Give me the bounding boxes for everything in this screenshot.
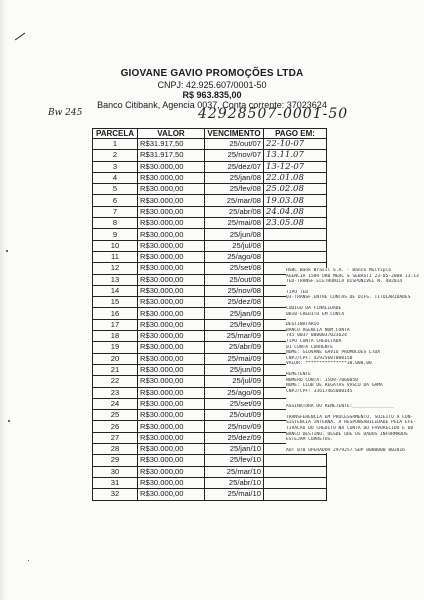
parcela-cell: 30	[93, 466, 138, 477]
valor-cell: R$30.000,00	[138, 206, 205, 217]
table-row	[93, 150, 327, 161]
valor-cell: R$30.000,00	[138, 274, 205, 285]
company-name: GIOVANE GAVIO PROMOÇÕES LTDA	[120, 68, 304, 79]
table-row	[93, 218, 327, 229]
parcela-cell: 16	[93, 308, 138, 319]
parcela-cell: 26	[93, 421, 138, 432]
vencimento-cell: 25/abr/10	[205, 477, 264, 488]
parcela-cell: 1	[93, 139, 138, 150]
vencimento-cell: 25/dez/09	[205, 432, 264, 443]
parcela-cell: 12	[93, 263, 138, 274]
valor-cell: R$30.000,00	[138, 353, 205, 364]
vencimento-cell: 25/dez/07	[205, 161, 264, 172]
vencimento-cell: 25/fev/09	[205, 319, 264, 330]
scan-speck	[28, 560, 29, 561]
pago-em-cell	[264, 466, 327, 477]
column-header-vencimento: VENCIMENTO	[205, 129, 264, 139]
valor-cell: R$30.000,00	[138, 342, 205, 353]
vencimento-cell: 25/out/09	[205, 410, 264, 421]
parcela-cell: 31	[93, 477, 138, 488]
parcela-cell: 13	[93, 274, 138, 285]
valor-cell: R$30.000,00	[138, 263, 205, 274]
table-row	[93, 477, 327, 488]
vencimento-cell: 25/mar/09	[205, 331, 264, 342]
bank-account-line: Banco Citibank, Agencia 0037, Conta corrente: 37023624	[97, 100, 327, 110]
receipt-line: CNPJ/CPF: 42925607000150	[286, 355, 353, 361]
receipt-line: DESTINATARIO	[286, 322, 320, 328]
parcela-cell: 24	[93, 398, 138, 409]
valor-cell: R$31.917,50	[138, 150, 205, 161]
table-row	[93, 251, 327, 262]
column-header-pago-em: PAGO EM:	[264, 129, 327, 139]
vencimento-cell: 25/nov/08	[205, 285, 264, 296]
parcela-cell: 2	[93, 150, 138, 161]
vencimento-cell: 25/nov/09	[205, 421, 264, 432]
valor-cell: R$30.000,00	[138, 421, 205, 432]
scan-speck	[6, 250, 8, 252]
valor-cell: R$30.000,00	[138, 410, 205, 421]
receipt-line: HSBC Bank Brasil S.A. - Banco Multiplo	[286, 268, 392, 273]
vencimento-cell: 25/mar/08	[205, 195, 264, 206]
valor-cell: R$30.000,00	[138, 240, 205, 251]
pago-em-cell	[264, 240, 327, 251]
pago-em-cell: 13.11.07	[264, 150, 327, 161]
receipt-line: TIVACAO DO CREDITO NA CONTA DO FAVORECIDO E DO	[286, 426, 414, 432]
receipt-line: TED-TRANSF.ELETRONICA DISPONIVEL N. 482014	[286, 279, 403, 285]
valor-cell: R$30.000,00	[138, 387, 205, 398]
vencimento-cell: 25/dez/08	[205, 297, 264, 308]
table-row	[93, 184, 327, 195]
parcela-cell: 20	[93, 353, 138, 364]
vencimento-cell: 25/ago/09	[205, 387, 264, 398]
parcela-cell: 18	[93, 331, 138, 342]
vencimento-cell: 25/mar/10	[205, 466, 264, 477]
pago-em-cell	[264, 477, 327, 488]
receipt-line: TIPO CONTA CREDITADA	[286, 338, 342, 344]
corner-mark	[15, 33, 25, 41]
receipt-line: REMETENTE	[286, 371, 311, 377]
column-header-parcela: PARCELA	[93, 129, 138, 139]
pago-em-cell: 19.03.08	[264, 195, 327, 206]
valor-cell: R$30.000,00	[138, 376, 205, 387]
handwritten-note: Bw 245	[48, 108, 83, 118]
pago-em-cell	[264, 455, 327, 466]
vencimento-cell: 25/jun/09	[205, 364, 264, 375]
parcela-cell: 7	[93, 206, 138, 217]
total-amount: R$ 963.835,00	[182, 90, 242, 100]
vencimento-cell: 25/abr/09	[205, 342, 264, 353]
table-row	[93, 161, 327, 172]
receipt-line: CODIGO DA FINALIDADE	[286, 305, 342, 311]
vencimento-cell: 25/jan/08	[205, 172, 264, 183]
table-row	[93, 240, 327, 251]
table-row	[93, 489, 327, 500]
pago-em-cell: 25.02.08	[264, 184, 327, 195]
pago-em-cell: 24.04.08	[264, 206, 327, 217]
table-row	[93, 195, 327, 206]
receipt-line: VALOR: ***************30.000,00	[286, 361, 372, 367]
vencimento-cell: 25/jan/09	[205, 308, 264, 319]
pago-em-cell: 13-12-07	[264, 161, 327, 172]
receipt-line: 01 CONTA CORRENTE	[286, 344, 334, 350]
vencimento-cell: 25/jul/08	[205, 240, 264, 251]
parcela-cell: 32	[93, 489, 138, 500]
valor-cell: R$30.000,00	[138, 218, 205, 229]
receipt-line: CNPJ/CPF: 33617465000145	[286, 388, 353, 394]
valor-cell: R$30.000,00	[138, 455, 205, 466]
vencimento-cell: 25/mai/09	[205, 353, 264, 364]
valor-cell: R$30.000,00	[138, 364, 205, 375]
vencimento-cell: 25/out/07	[205, 139, 264, 150]
vencimento-cell: 25/fev/08	[205, 184, 264, 195]
pago-em-cell: 22.01.08	[264, 172, 327, 183]
receipt-line: 745 0037 0000037023624	[286, 333, 347, 339]
receipt-line: 03-TRANSF.ENTRE CONTAS DE DIFS. TITULARIDADES	[286, 295, 411, 301]
handwritten-account-number: 42928507-0001-50	[198, 106, 349, 122]
parcela-cell: 17	[93, 319, 138, 330]
valor-cell: R$30.000,00	[138, 308, 205, 319]
parcela-cell: 4	[93, 172, 138, 183]
parcela-cell: 19	[93, 342, 138, 353]
valor-cell: R$30.000,00	[138, 229, 205, 240]
vencimento-cell: 25/nov/07	[205, 150, 264, 161]
vencimento-cell: 25/out/08	[205, 274, 264, 285]
vencimento-cell: 25/mai/08	[205, 218, 264, 229]
parcela-cell: 23	[93, 387, 138, 398]
parcela-cell: 15	[93, 297, 138, 308]
vencimento-cell: 25/set/08	[205, 263, 264, 274]
receipt-line: BANCO AGENCIA NUM.CONTA	[286, 327, 350, 333]
receipt-line: TIPO TED	[286, 289, 309, 295]
vencimento-cell: 25/jun/08	[205, 229, 264, 240]
receipt-line: 0010-CREDITO EM CONTA	[286, 311, 345, 317]
receipt-line: SISTENCIA INTERNA. A RESPONSABILIDADE PELA EFE-	[286, 420, 416, 426]
vencimento-cell: 25/jul/09	[205, 376, 264, 387]
parcela-cell: 3	[93, 161, 138, 172]
scan-speck	[8, 420, 10, 422]
vencimento-cell: 25/jan/10	[205, 444, 264, 455]
pago-em-cell	[264, 251, 327, 262]
vencimento-cell: 25/set/09	[205, 398, 264, 409]
valor-cell: R$30.000,00	[138, 285, 205, 296]
valor-cell: R$30.000,00	[138, 466, 205, 477]
table-row	[93, 139, 327, 150]
parcela-cell: 9	[93, 229, 138, 240]
receipt-line: ASSINATURA DO REMETENTE:_______________	[286, 404, 394, 410]
parcela-cell: 11	[93, 251, 138, 262]
company-cnpj: CNPJ: 42.925.607/0001-50	[157, 80, 267, 90]
valor-cell: R$30.000,00	[138, 477, 205, 488]
pago-em-cell	[264, 489, 327, 500]
parcela-cell: 29	[93, 455, 138, 466]
table-row	[93, 466, 327, 477]
valor-cell: R$30.000,00	[138, 398, 205, 409]
receipt-line: NOME: CLUB DE REGATAS VASCO DA GAMA	[286, 383, 383, 389]
parcela-cell: 10	[93, 240, 138, 251]
bank-transfer-receipt	[286, 268, 420, 453]
valor-cell: R$30.000,00	[138, 161, 205, 172]
parcela-cell: 5	[93, 184, 138, 195]
table-row	[93, 206, 327, 217]
valor-cell: R$30.000,00	[138, 195, 205, 206]
parcela-cell: 14	[93, 285, 138, 296]
receipt-line: AUT 070 OPERADOR 2979257 SUP 0000000 002016	[286, 447, 405, 453]
receipt-line: TRANSFERENCIA EM PROCESSAMENTO, SUJEITO A CON-	[286, 414, 414, 420]
valor-cell: R$30.000,00	[138, 444, 205, 455]
vencimento-cell: 25/mai/10	[205, 489, 264, 500]
pago-em-cell: 23.05.08	[264, 218, 327, 229]
receipt-line: ESTEJAM CORRETOS.	[286, 437, 334, 443]
pago-em-cell	[264, 229, 327, 240]
vencimento-cell: 25/ago/08	[205, 251, 264, 262]
valor-cell: R$30.000,00	[138, 319, 205, 330]
parcela-cell: 25	[93, 410, 138, 421]
valor-cell: R$31.917,50	[138, 139, 205, 150]
valor-cell: R$30.000,00	[138, 172, 205, 183]
valor-cell: R$30.000,00	[138, 331, 205, 342]
parcela-cell: 21	[93, 364, 138, 375]
parcela-cell: 22	[93, 376, 138, 387]
valor-cell: R$30.000,00	[138, 489, 205, 500]
parcela-cell: 27	[93, 432, 138, 443]
receipt-line: BANCO DESTINO, DESDE QUE OS DADOS INFORMADOS	[286, 431, 408, 437]
parcela-cell: 8	[93, 218, 138, 229]
table-row	[93, 172, 327, 183]
receipt-line: NUMERO CONTA: 1509-7060050	[286, 377, 358, 383]
valor-cell: R$30.000,00	[138, 251, 205, 262]
valor-cell: R$30.000,00	[138, 184, 205, 195]
vencimento-cell: 25/abr/08	[205, 206, 264, 217]
parcela-cell: 6	[93, 195, 138, 206]
receipt-line: NOME: GIOVANE GAVIO PROMOCOES LTDA	[286, 350, 381, 356]
pago-em-cell: 22-10-07	[264, 139, 327, 150]
table-row	[93, 229, 327, 240]
vencimento-cell: 25/fev/10	[205, 455, 264, 466]
table-header-row	[93, 129, 327, 139]
parcela-cell: 28	[93, 444, 138, 455]
valor-cell: R$30.000,00	[138, 432, 205, 443]
column-header-valor: VALOR	[138, 129, 205, 139]
valor-cell: R$30.000,00	[138, 297, 205, 308]
table-row	[93, 455, 327, 466]
receipt-line: AGENCIA 1509 URB MERC S SEBASTI 23-05-2008 13:13	[286, 273, 419, 279]
